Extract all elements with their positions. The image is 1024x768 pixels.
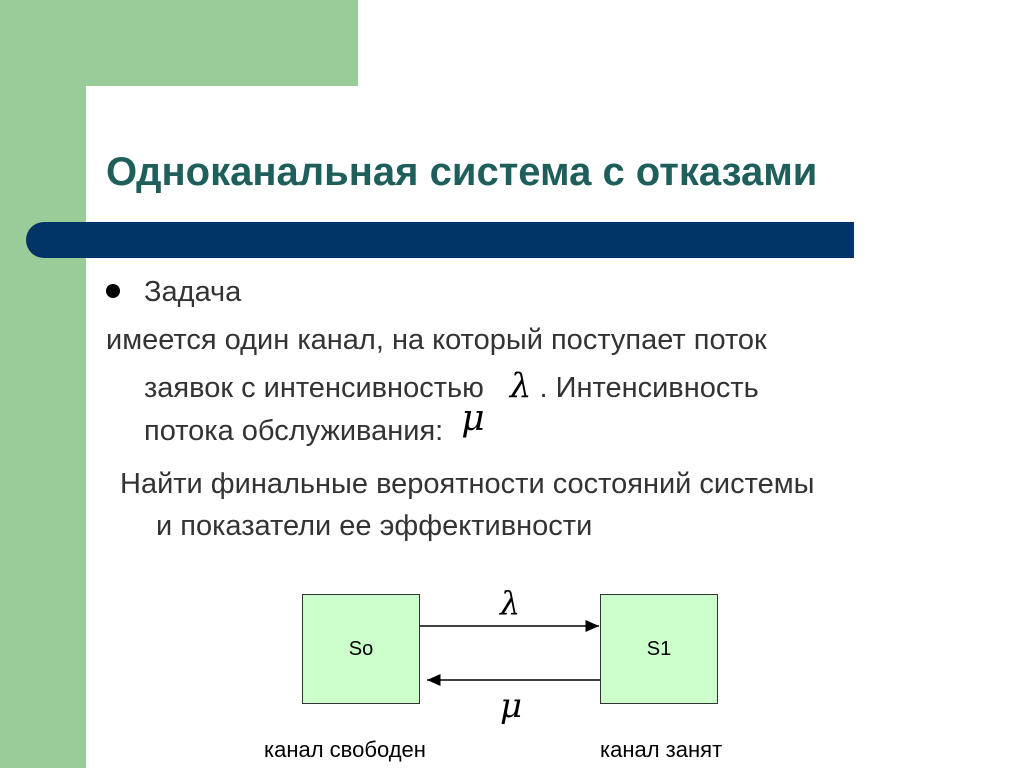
bullet-label: Задача — [144, 276, 242, 308]
slide-title: Одноканальная система с отказами — [106, 150, 818, 194]
paragraph-line-2-text: заявок с интенсивностью — [144, 372, 484, 404]
task-line-1: Найти финальные вероятности состояний системы — [120, 468, 815, 500]
lambda-symbol: λ — [509, 366, 532, 406]
state-s0-box — [302, 594, 420, 704]
decor-left-strip — [0, 0, 86, 768]
bullet-dot-icon — [106, 284, 120, 298]
arrow-backward-mu: μ — [500, 686, 523, 726]
state-s0-label: So — [348, 637, 374, 660]
state-s1-label: S1 — [646, 637, 672, 660]
caption-channel-free: канал свободен — [264, 737, 426, 762]
mu-symbol: μ — [461, 398, 485, 439]
title-underline-bar — [26, 222, 854, 258]
caption-channel-busy: канал занят — [600, 737, 723, 762]
paragraph-line-2 — [144, 366, 759, 406]
task-line-2: и показатели ее эффективности — [156, 510, 593, 542]
transition-arrows — [418, 610, 608, 694]
state-s1-box — [600, 594, 718, 704]
paragraph-line-3 — [144, 398, 485, 449]
decor-top-block — [0, 0, 358, 86]
paragraph-line-3-text: потока обслуживания: — [144, 415, 444, 447]
arrow-forward-lambda: λ — [500, 584, 521, 622]
paragraph-line-2-tail: . Интенсивность — [539, 372, 759, 404]
paragraph-line-1: имеется один канал, на который поступает поток — [106, 324, 767, 356]
